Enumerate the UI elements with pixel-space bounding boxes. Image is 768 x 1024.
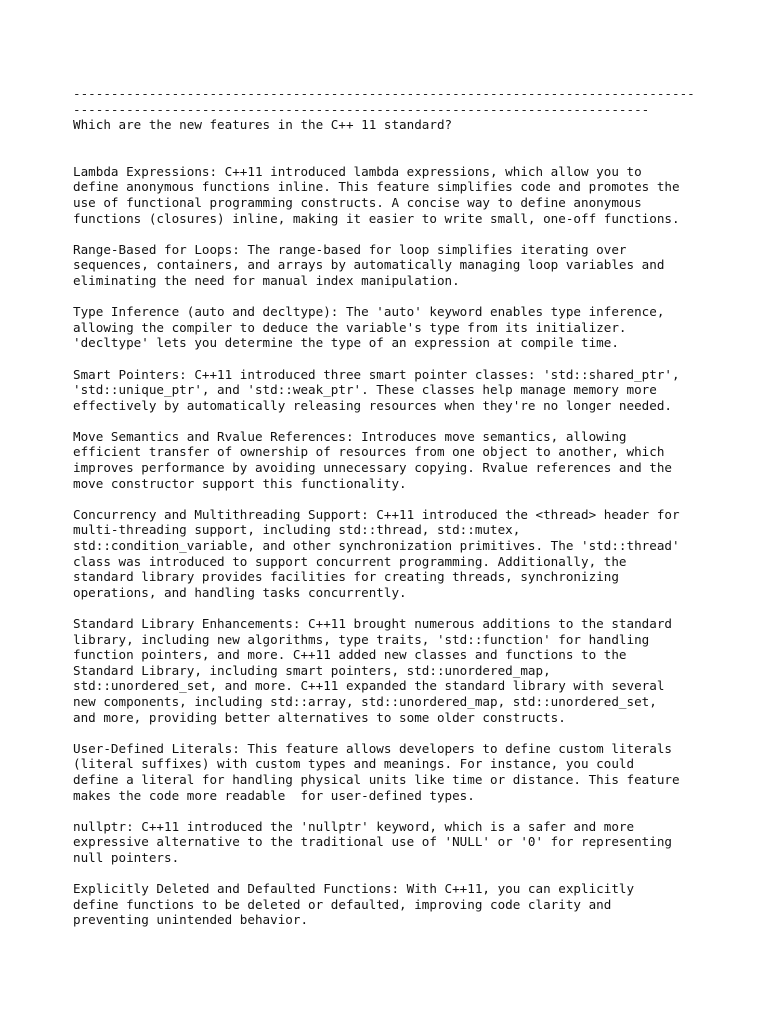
feature-section-lambda [73,164,703,226]
feature-text: Range-Based for Loops: The range-based for loop simplifies iterating over sequences, containers, and arrays by automatically managing loop variables and eliminating the need for manual index manipulation. [73,241,665,288]
feature-section-smart-pointers [73,367,703,414]
feature-text: Concurrency and Multithreading Support: C++11 introduced the <thread> header for multi-threading support, including std::thread, std::mutex, std::condition_variable, and other synchronization primitives. The 'std::thread' class was introduced to support concurrent programming. Additionally, the standard library provides facilities for creating threads, synchronizing operations, and handling tasks concurrently. [73,506,680,600]
feature-section-range-for [73,242,703,289]
document-page [73,86,703,943]
feature-section-nullptr [73,819,703,866]
feature-text: Explicitly Deleted and Defaulted Functions: With C++11, you can explicitly define functions to be deleted or defaulted, improving code clarity and preventing unintended behavior. [73,881,635,928]
feature-section-user-literals [73,741,703,803]
feature-section-deleted-defaulted [73,881,703,928]
feature-section-type-inference [73,304,703,351]
feature-section-concurrency [73,507,703,601]
feature-text: Lambda Expressions: C++11 introduced lambda expressions, which allow you to define anonymous functions inline. This feature simplifies code and promotes the use of functional programming constructs. A concise way to define anonymous functions (closures) inline, making it easier to write small, one-off functions. [73,163,680,226]
separator-line: ---------------------------------------------------------------------------------- [73,86,695,101]
document-question: Which are the new features in the C++ 11 standard? [73,117,453,133]
feature-text: Smart Pointers: C++11 introduced three smart pointer classes: 'std::shared_ptr', 'std::unique_ptr', and 'std::weak_ptr'. These classes help manage memory more effectively by automatically releasing resources when they're no longer needed. [73,366,680,413]
feature-text: Move Semantics and Rvalue References: Introduces move semantics, allowing efficient transfer of ownership of resources from one object to another, which improves performance by avoiding unnecessary copying. Rvalue references and the move constructor support this functionality. [73,428,672,491]
feature-text: Standard Library Enhancements: C++11 brought numerous additions to the standard library, including new algorithms, type traits, 'std::function' for handling function pointers, and more. C++11 added new classes and functions to the Standard Library, including smart pointers, std::unordered_map, std::unordered_set, and more. C++11 expanded the standard library with several new components, including std::array, std::unordered_map, std::unordered_set, and more, providing better alternatives to some older constructs. [73,616,672,725]
feature-text: Type Inference (auto and decltype): The 'auto' keyword enables type inference, allowing the compiler to deduce the variable's type from its initializer. 'decltype' lets you determine the type of an expression at compile time. [73,304,665,351]
feature-text: User-Defined Literals: This feature allows developers to define custom literals (literal suffixes) with custom types and meanings. For instance, you could define a literal for handling physical units like time or distance. This feature makes the code more readable for user-defined types. [73,740,680,803]
separator-line: ---------------------------------------------------------------------------- [73,101,650,117]
feature-section-move-semantics [73,429,703,491]
feature-text: nullptr: C++11 introduced the 'nullptr' keyword, which is a safer and more expressive alternative to the traditional use of 'NULL' or '0' for representing null pointers. [73,818,672,865]
feature-section-stdlib [73,616,703,725]
